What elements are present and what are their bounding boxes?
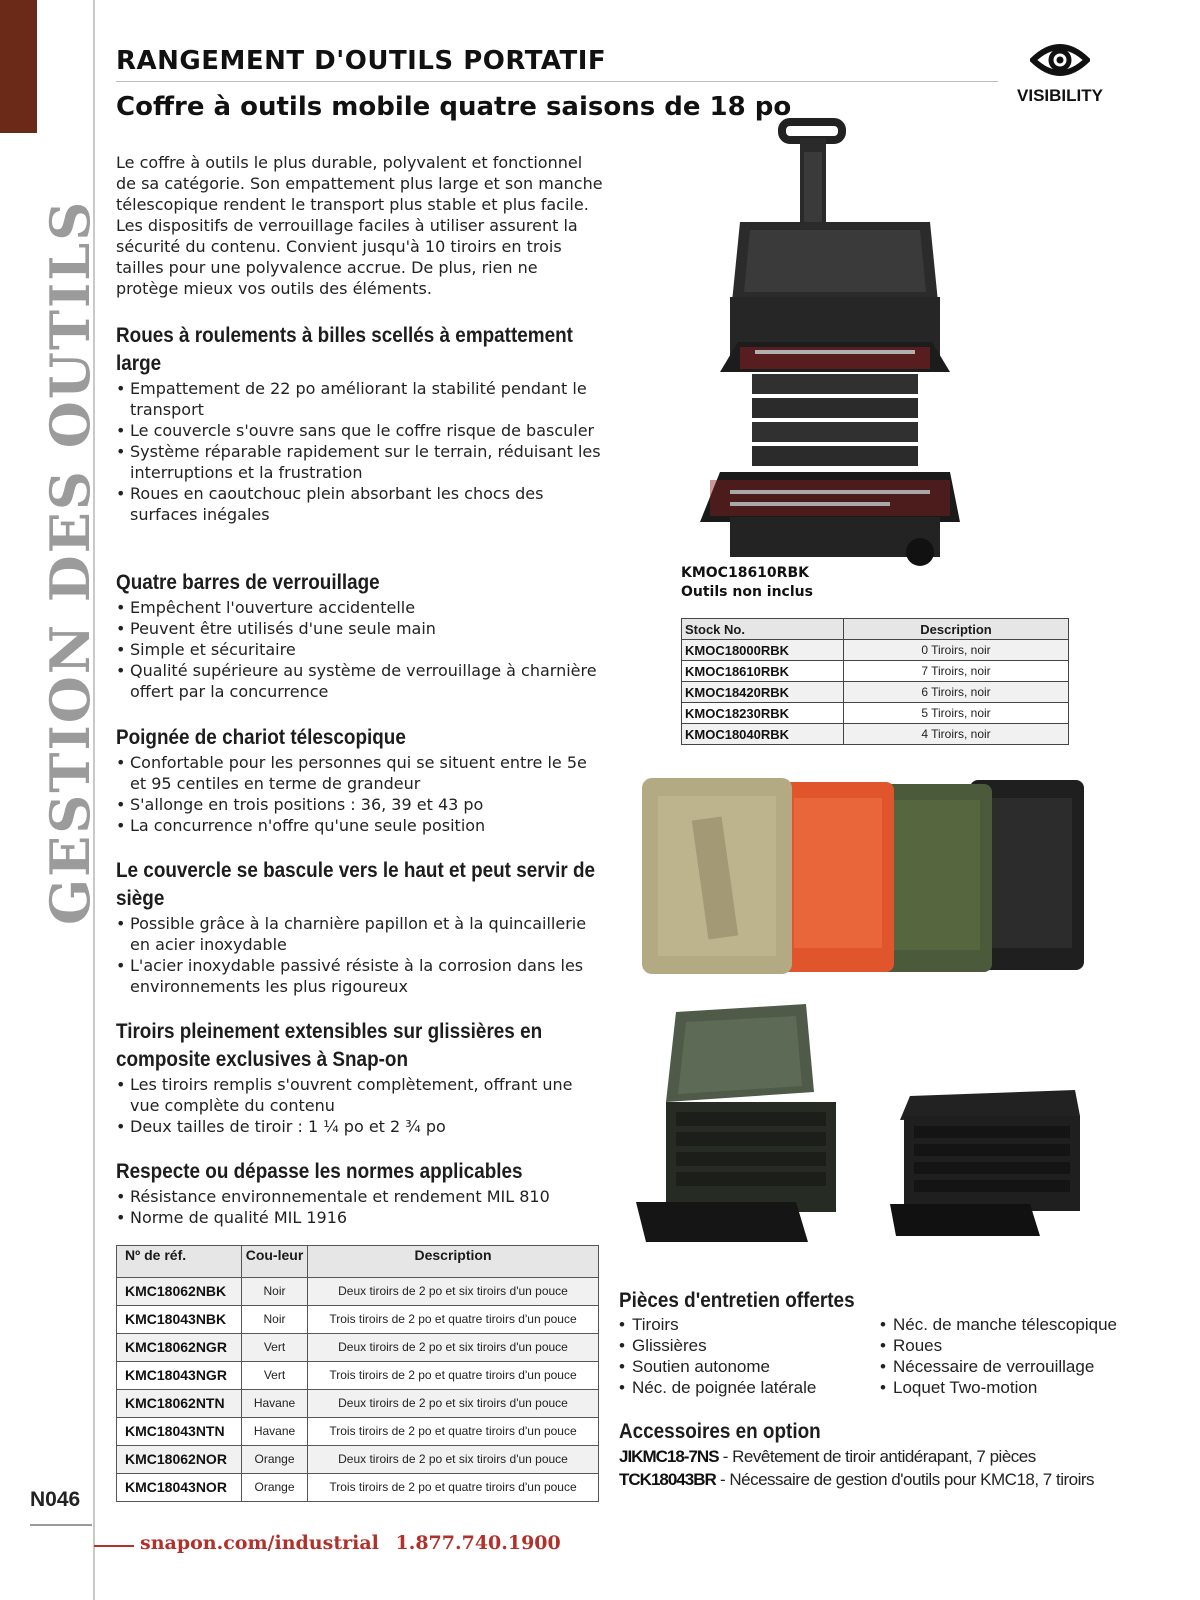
feature-lid-seat bbox=[116, 857, 606, 997]
image-caption bbox=[681, 564, 813, 602]
color-cell: Vert bbox=[242, 1362, 308, 1390]
table-row bbox=[117, 1474, 599, 1502]
color-cell: Vert bbox=[242, 1334, 308, 1362]
feature-heading: Roues à roulements à billes scellés à empattement large bbox=[116, 324, 573, 375]
service-parts-list-2 bbox=[880, 1314, 1141, 1398]
visibility-label: VISIBILITY bbox=[1017, 86, 1103, 105]
feature-bullet: • Les tiroirs remplis s'ouvrent complètement, offrant une vue complète du contenu bbox=[116, 1074, 606, 1116]
footer-phone: 1.877.740.1900 bbox=[395, 1532, 561, 1554]
section-color-tab bbox=[0, 0, 37, 133]
ref-cell: KMC18043NGR bbox=[117, 1362, 242, 1390]
ref-cell: KMC18043NTN bbox=[117, 1418, 242, 1446]
feature-heading: Respecte ou dépasse les normes applicables bbox=[116, 1160, 523, 1183]
stock-cell: KMOC18230RBK bbox=[682, 703, 844, 724]
stock-cell: KMOC18000RBK bbox=[682, 640, 844, 661]
feature-bullet: • L'acier inoxydable passivé résiste à la corrosion dans les environnements les plus rigoureux bbox=[116, 955, 606, 997]
feature-bullet: • Deux tailles de tiroir : 1 ¼ po et 2 ¾ po bbox=[116, 1116, 606, 1137]
color-cell: Noir bbox=[242, 1278, 308, 1306]
accessory-item bbox=[619, 1468, 1179, 1491]
feature-heading: Poignée de chariot télescopique bbox=[116, 726, 406, 749]
stock-table bbox=[681, 618, 1069, 745]
feature-bullet: • La concurrence n'offre qu'une seule position bbox=[116, 815, 606, 836]
feature-bullet: • Empattement de 22 po améliorant la stabilité pendant le transport bbox=[116, 378, 606, 420]
feature-heading: Tiroirs pleinement extensibles sur glissières en composite exclusives à Snap-on bbox=[116, 1020, 543, 1071]
footer-rule bbox=[94, 1545, 134, 1547]
feature-locking-bars bbox=[116, 569, 606, 702]
column-header-stock: Stock No. bbox=[682, 619, 844, 640]
footer bbox=[140, 1532, 571, 1554]
list-item: • Soutien autonome bbox=[619, 1356, 880, 1377]
accessory-text: - Revêtement de tiroir antidérapant, 7 pièces bbox=[718, 1447, 1036, 1466]
vertical-section-title: GESTION DES OUTILS bbox=[38, 199, 102, 925]
table-row bbox=[117, 1418, 599, 1446]
color-cell: Orange bbox=[242, 1446, 308, 1474]
ref-cell: KMC18043NBK bbox=[117, 1306, 242, 1334]
section-title: RANGEMENT D'OUTILS PORTATIF bbox=[116, 46, 607, 76]
description-cell: 4 Tiroirs, noir bbox=[844, 724, 1069, 745]
feature-telescopic-handle bbox=[116, 724, 606, 836]
service-parts-heading: Pièces d'entretien offertes bbox=[619, 1289, 855, 1312]
list-item: • Loquet Two-motion bbox=[880, 1377, 1141, 1398]
color-cell: Orange bbox=[242, 1474, 308, 1502]
service-parts bbox=[619, 1288, 1179, 1398]
optional-accessories bbox=[619, 1419, 1179, 1491]
table-row bbox=[117, 1278, 599, 1306]
feature-bullet: • Empêchent l'ouverture accidentelle bbox=[116, 597, 606, 618]
stock-cell: KMOC18040RBK bbox=[682, 724, 844, 745]
feature-bullet: • Possible grâce à la charnière papillon et à la quincaillerie en acier inoxydable bbox=[116, 913, 606, 955]
table-row bbox=[682, 661, 1069, 682]
accessory-text: - Nécessaire de gestion d'outils pour KMC18, 7 tiroirs bbox=[715, 1470, 1095, 1489]
feature-bullet: • Roues en caoutchouc plein absorbant les chocs des surfaces inégales bbox=[116, 483, 606, 525]
intro-paragraph: Le coffre à outils le plus durable, polyvalent et fonctionnel de sa catégorie. Son empattement plus large et son manche télescopique rendent le transport plus stable et plus facile. Les dispositifs de verrouillage faciles à utiliser assurent la sécurité du contenu. Convient jusqu'à 10 tiroirs en trois tailles pour une polyvalence accrue. De plus, rien ne protège mieux vos outils des éléments. bbox=[116, 153, 603, 298]
service-parts-list-1 bbox=[619, 1314, 880, 1398]
caption-model: KMOC18610RBK bbox=[681, 565, 809, 581]
ref-cell: KMC18062NBK bbox=[117, 1278, 242, 1306]
feature-bullet: • Peuvent être utilisés d'une seule main bbox=[116, 618, 606, 639]
stock-cell: KMOC18610RBK bbox=[682, 661, 844, 682]
feature-bullet: • Système réparable rapidement sur le terrain, réduisant les interruptions et la frustration bbox=[116, 441, 606, 483]
color-cell: Noir bbox=[242, 1306, 308, 1334]
table-row bbox=[117, 1390, 599, 1418]
table-row bbox=[682, 703, 1069, 724]
color-cell: Havane bbox=[242, 1418, 308, 1446]
accessory-item bbox=[619, 1445, 1179, 1468]
page-number-rule bbox=[30, 1524, 92, 1526]
product-image-toolbox bbox=[700, 112, 970, 572]
description-cell: 7 Tiroirs, noir bbox=[844, 661, 1069, 682]
feature-bullet: • Qualité supérieure au système de verrouillage à charnière offert par la concurrence bbox=[116, 660, 606, 702]
column-header-ref: Nº de réf. bbox=[117, 1246, 242, 1278]
feature-heading: Quatre barres de verrouillage bbox=[116, 571, 380, 594]
feature-bullet: • Confortable pour les personnes qui se situent entre le 5e et 95 centiles en terme de grandeur bbox=[116, 752, 606, 794]
description-cell: 5 Tiroirs, noir bbox=[844, 703, 1069, 724]
description-cell: Trois tiroirs de 2 po et quatre tiroirs d'un pouce bbox=[308, 1474, 599, 1502]
product-image-black-box bbox=[890, 1086, 1085, 1244]
list-item: • Glissières bbox=[619, 1335, 880, 1356]
product-title: Coffre à outils mobile quatre saisons de 18 po bbox=[116, 92, 792, 122]
product-image-green-box-open bbox=[636, 1002, 846, 1247]
visibility-badge bbox=[1010, 38, 1110, 106]
reference-table bbox=[116, 1245, 599, 1502]
feature-bullet: • Norme de qualité MIL 1916 bbox=[116, 1207, 606, 1228]
table-row bbox=[117, 1306, 599, 1334]
stock-cell: KMOC18420RBK bbox=[682, 682, 844, 703]
table-row bbox=[682, 640, 1069, 661]
list-item: • Nécessaire de verrouillage bbox=[880, 1356, 1141, 1377]
description-cell: Trois tiroirs de 2 po et quatre tiroirs d'un pouce bbox=[308, 1306, 599, 1334]
description-cell: Trois tiroirs de 2 po et quatre tiroirs d'un pouce bbox=[308, 1362, 599, 1390]
ref-cell: KMC18062NTN bbox=[117, 1390, 242, 1418]
list-item: • Tiroirs bbox=[619, 1314, 880, 1335]
description-cell: Deux tiroirs de 2 po et six tiroirs d'un pouce bbox=[308, 1278, 599, 1306]
ref-cell: KMC18062NGR bbox=[117, 1334, 242, 1362]
column-header-color: Cou-leur bbox=[242, 1246, 308, 1278]
description-cell: Deux tiroirs de 2 po et six tiroirs d'un pouce bbox=[308, 1390, 599, 1418]
description-cell: Deux tiroirs de 2 po et six tiroirs d'un pouce bbox=[308, 1334, 599, 1362]
product-image-color-lids bbox=[640, 778, 1088, 978]
feature-standards bbox=[116, 1158, 606, 1228]
accessories-heading: Accessoires en option bbox=[619, 1420, 821, 1443]
table-row bbox=[682, 682, 1069, 703]
description-cell: Trois tiroirs de 2 po et quatre tiroirs d'un pouce bbox=[308, 1418, 599, 1446]
feature-bullet: • Le couvercle s'ouvre sans que le coffre risque de basculer bbox=[116, 420, 606, 441]
column-header-description: Description bbox=[844, 619, 1069, 640]
color-cell: Havane bbox=[242, 1390, 308, 1418]
eye-icon bbox=[1030, 38, 1090, 82]
ref-cell: KMC18043NOR bbox=[117, 1474, 242, 1502]
table-row bbox=[682, 724, 1069, 745]
table-row bbox=[117, 1334, 599, 1362]
list-item: • Néc. de poignée latérale bbox=[619, 1377, 880, 1398]
ref-cell: KMC18062NOR bbox=[117, 1446, 242, 1474]
accessory-code: JIKMC18-7NS bbox=[619, 1447, 719, 1466]
header-rule bbox=[116, 81, 998, 82]
accessory-code: TCK18043BR bbox=[619, 1470, 716, 1489]
table-row bbox=[117, 1446, 599, 1474]
caption-note: Outils non inclus bbox=[681, 584, 813, 600]
feature-bullet: • Simple et sécuritaire bbox=[116, 639, 606, 660]
feature-wheels bbox=[116, 322, 606, 525]
feature-heading: Le couvercle se bascule vers le haut et peut servir de siège bbox=[116, 859, 596, 910]
description-cell: 0 Tiroirs, noir bbox=[844, 640, 1069, 661]
feature-drawers bbox=[116, 1018, 606, 1137]
column-header-description: Description bbox=[308, 1246, 599, 1278]
table-row bbox=[117, 1362, 599, 1390]
description-cell: Deux tiroirs de 2 po et six tiroirs d'un pouce bbox=[308, 1446, 599, 1474]
footer-url[interactable]: snapon.com/industrial bbox=[140, 1532, 379, 1554]
feature-bullet: • Résistance environnementale et rendement MIL 810 bbox=[116, 1186, 606, 1207]
list-item: • Roues bbox=[880, 1335, 1141, 1356]
feature-bullet: • S'allonge en trois positions : 36, 39 et 43 po bbox=[116, 794, 606, 815]
page-number: N046 bbox=[30, 1488, 81, 1511]
description-cell: 6 Tiroirs, noir bbox=[844, 682, 1069, 703]
list-item: • Néc. de manche télescopique bbox=[880, 1314, 1141, 1335]
